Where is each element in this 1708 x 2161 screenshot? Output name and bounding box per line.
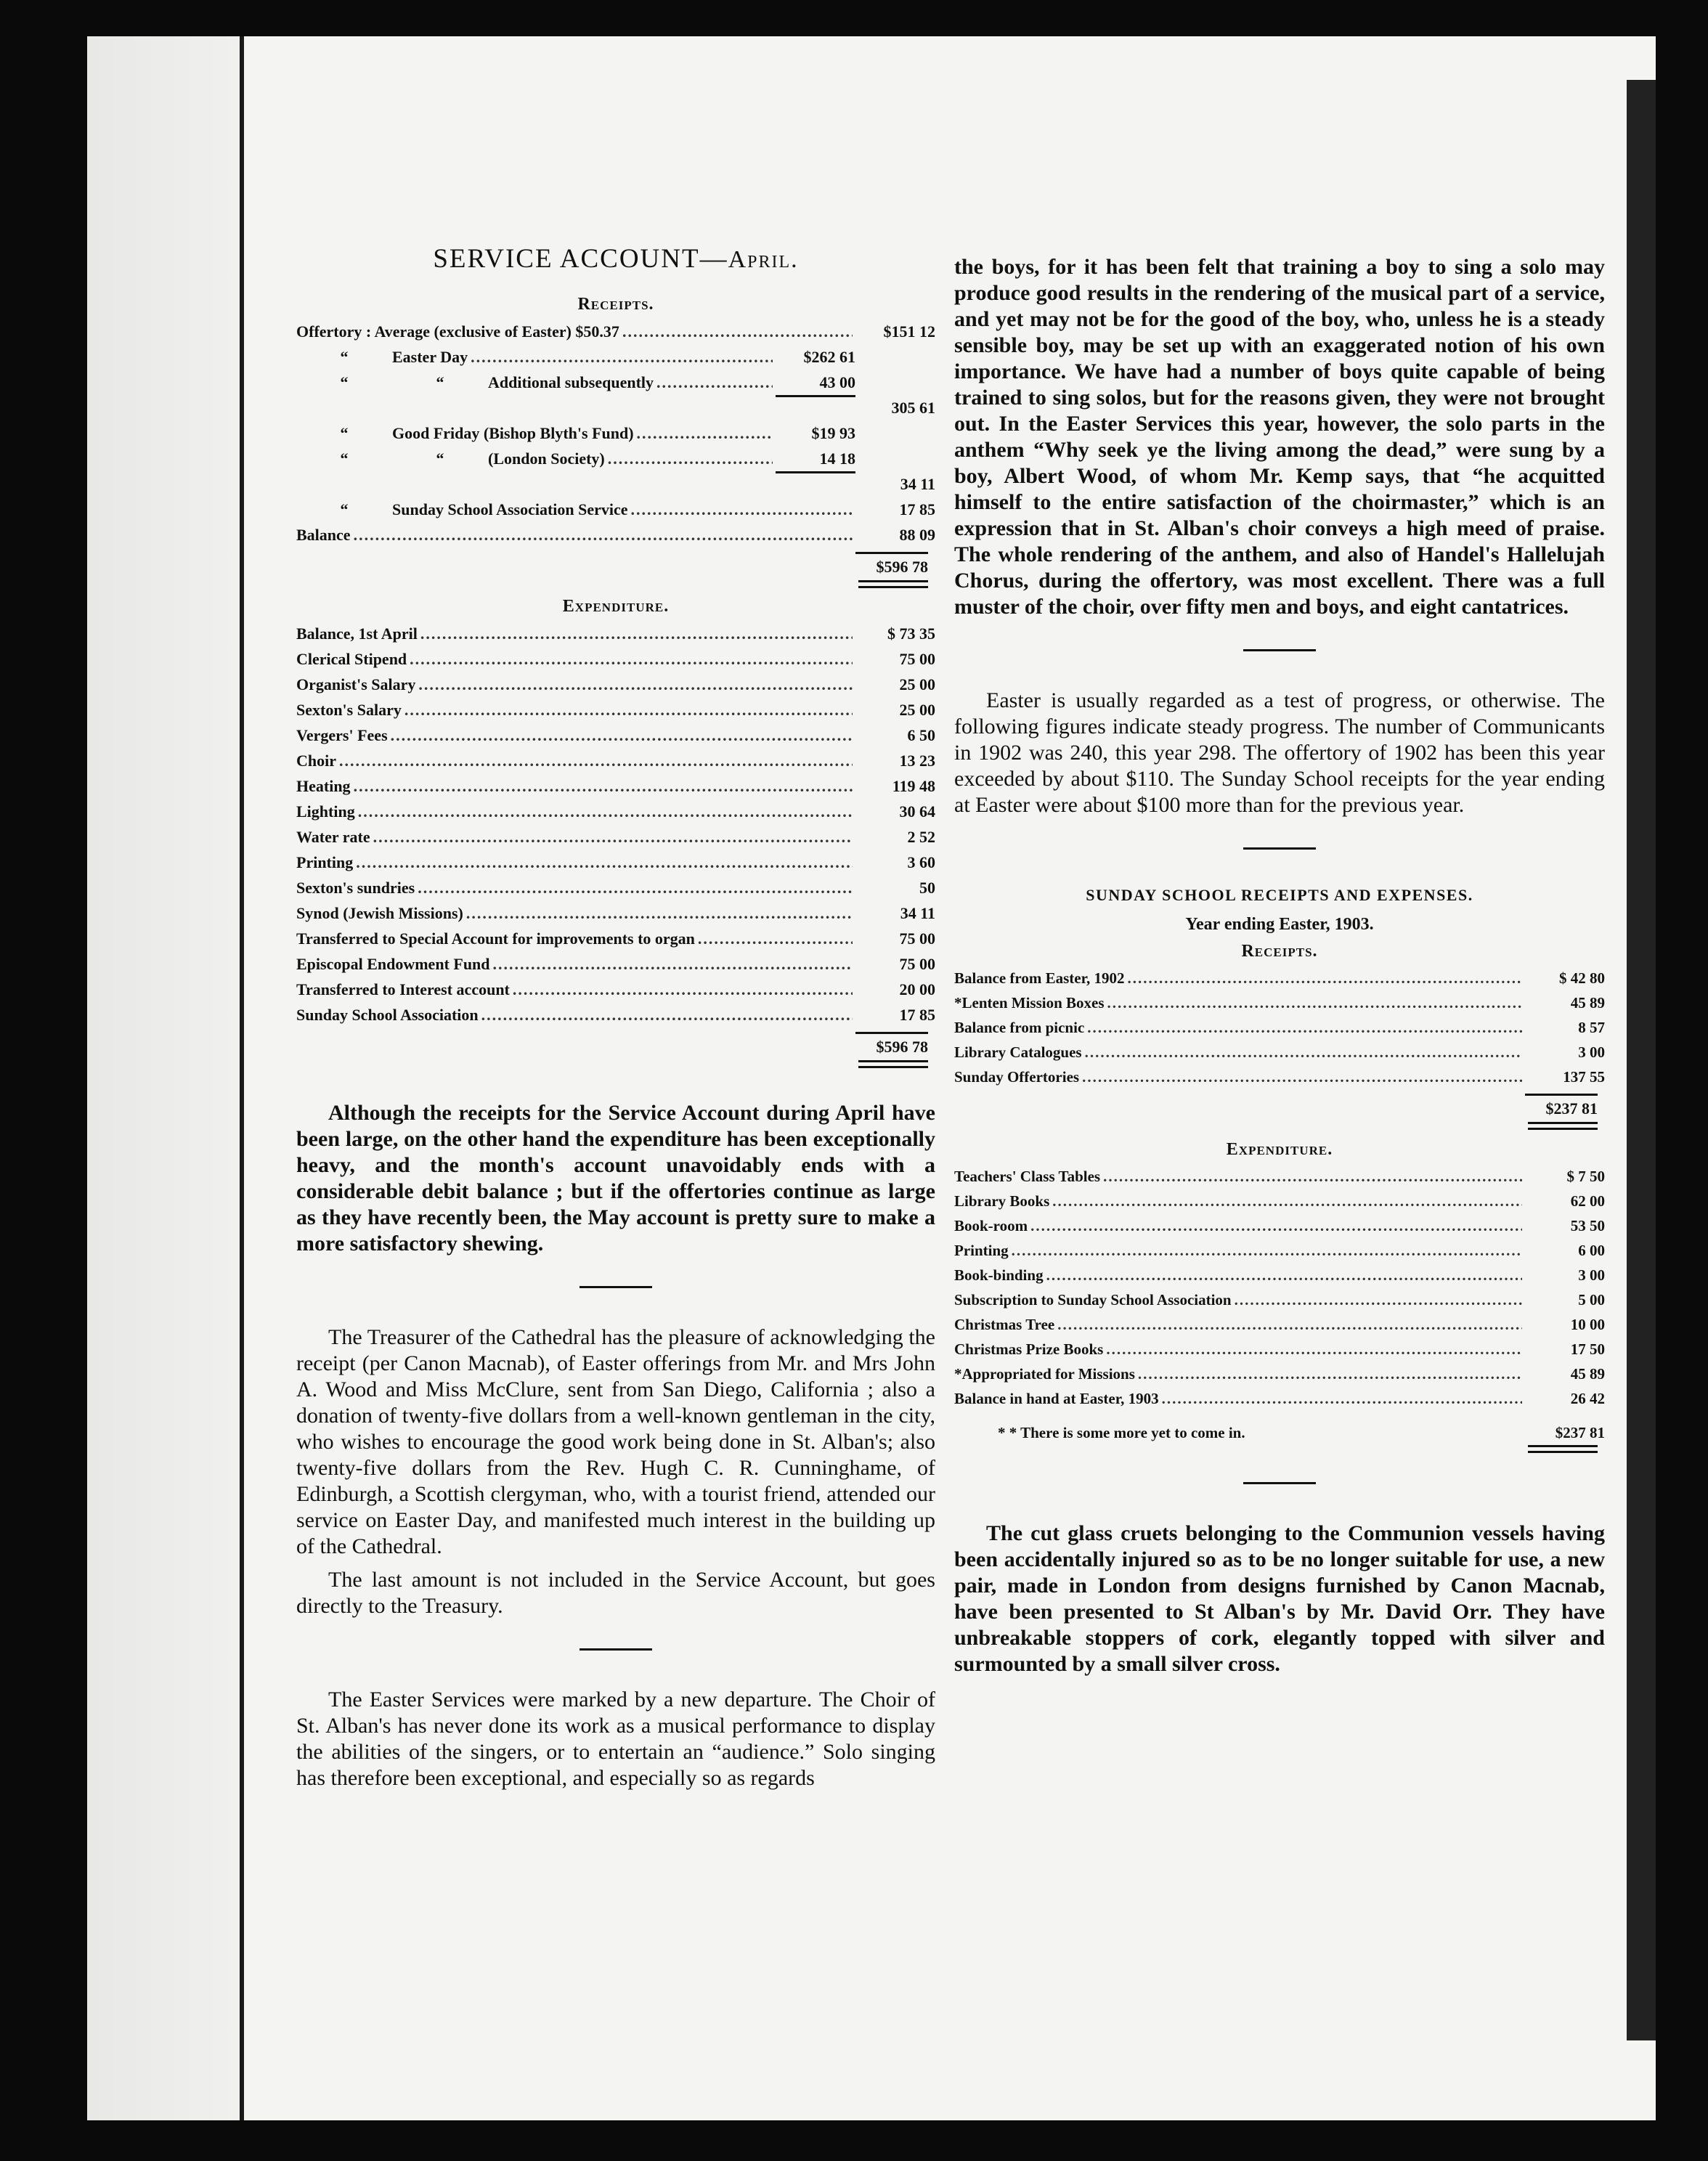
ledger-row [296, 977, 935, 1002]
ledger-label: Balance [296, 526, 351, 544]
ledger-amount: $ 73 35 [887, 624, 935, 643]
page-spine [87, 36, 240, 2120]
ledger-amount: 3 00 [1578, 1043, 1605, 1061]
ledger-row [296, 697, 935, 723]
ledger-amount: 75 00 [899, 955, 935, 973]
ledger-amount: 30 64 [899, 802, 935, 821]
ledger-label: Good Friday (Bishop Blyth's Fund) [392, 424, 634, 442]
sunday-school-receipts-total: $237 81 [1545, 1099, 1598, 1118]
ledger-label: Book-room [954, 1217, 1028, 1234]
ledger-label: Book-binding [954, 1266, 1044, 1284]
ledger-label: Sunday Offertories [954, 1068, 1080, 1086]
ledger-amount: 20 00 [899, 980, 935, 998]
section-separator [1243, 847, 1316, 850]
ledger-row [296, 748, 935, 773]
ledger-amount: 50 [919, 879, 935, 897]
sunday-school-receipts-heading: Receipts. [1241, 942, 1318, 961]
ledger-row [296, 672, 935, 697]
ledger-row [954, 1015, 1605, 1040]
sunday-school-expenditure-ledger [954, 1164, 1605, 1411]
ledger-label: Library Catalogues [954, 1043, 1082, 1061]
ledger-amount: 75 00 [899, 929, 935, 948]
ledger-label: Balance from picnic [954, 1019, 1085, 1036]
ditto-mark: “ [340, 449, 349, 468]
paragraph-receipts-note: Although the receipts for the Service Account during April have been large, on the other hand the expenditure has been exceptionally heavy, and the month's account unavoidably ends with a considerable debit balance ; but if the offertories continue as large as they have recently been, the May account is pretty sure to make a more satisfactory shewing. [296, 1101, 935, 1256]
left-column [296, 243, 935, 1791]
ledger-amount: 17 85 [899, 1006, 935, 1024]
ledger-amount: 26 42 [1570, 1390, 1605, 1407]
ledger-row [296, 522, 935, 548]
ledger-amount: 75 00 [899, 650, 935, 668]
ledger-label: Balance in hand at Easter, 1903 [954, 1390, 1159, 1407]
section-separator [1243, 1482, 1316, 1484]
ledger-row [954, 1238, 1605, 1263]
ledger-amount: 119 48 [892, 777, 935, 795]
ledger-label: Easter Day [392, 348, 468, 366]
service-receipts-total: $596 78 [876, 558, 928, 576]
ledger-label: Choir [296, 752, 336, 770]
ledger-amount: 45 89 [1570, 1365, 1605, 1383]
ledger-row [296, 723, 935, 748]
ledger-amount: 6 50 [907, 726, 935, 744]
ledger-row [296, 420, 935, 446]
ledger-row [296, 773, 935, 799]
ledger-amount: 3 60 [907, 853, 935, 871]
ledger-row [954, 1337, 1605, 1362]
ledger-row [296, 951, 935, 977]
ledger-row [954, 1213, 1605, 1238]
sunday-school-note-row [954, 1424, 1605, 1442]
ledger-label: Christmas Prize Books [954, 1340, 1104, 1358]
ledger-amount: $151 12 [883, 322, 935, 341]
ledger-subamount: 43 00 [819, 373, 855, 391]
ledger-label: Sunday School Association [296, 1006, 479, 1024]
service-account-title-month: April. [728, 246, 799, 273]
paragraph-cruets: The cut glass cruets belonging to the Communion vessels having been accidentally injured so as to be no longer suitable for use, a new pair, made in London from designs furnished by Canon Macnab, have been presented to St Alban's by Mr. David Orr. They have unbreakable stoppers of cork, elegantly topped with silver and surmounted by a small silver cross. [954, 1521, 1605, 1676]
ledger-amount: 25 00 [899, 675, 935, 693]
ledger-amount: 10 00 [1570, 1316, 1605, 1333]
paragraph-treasurer: The Treasurer of the Cathedral has the pleasure of acknowledging the receipt (per Canon Macnab), of Easter offerings from Mr. and Mrs John A. Wood and Miss McClure, sent from San Diego, California ; also a donation of twenty-five dollars from a well-known gentleman in the city, who wishes to encourage the good work being done in St. Alban's; also twenty-five dollars from the Rev. Hugh C. R. Cunninghame, of Edinburgh, a Scottish clergyman, who, with a tourist friend, attended our service on Easter Day, and manifested much interest in the building up of the Cathedral. [296, 1325, 935, 1558]
ditto-mark: “ [436, 449, 444, 468]
page-fold-line [240, 36, 244, 2120]
ledger-row [954, 990, 1605, 1015]
right-column [954, 254, 1605, 1677]
ledger-label: Heating [296, 777, 351, 795]
ledger-amount: 34 11 [900, 475, 935, 493]
ledger-label: Subscription to Sunday School Association [954, 1291, 1232, 1309]
sunday-school-title: SUNDAY SCHOOL RECEIPTS AND EXPENSES. [1086, 886, 1473, 904]
ledger-row [954, 1263, 1605, 1287]
ledger-amount: 45 89 [1570, 994, 1605, 1012]
ledger-amount: 137 55 [1563, 1068, 1605, 1086]
ledger-label: Balance from Easter, 1902 [954, 969, 1125, 987]
ledger-amount: 13 23 [899, 752, 935, 770]
ledger-amount: 17 50 [1570, 1340, 1605, 1358]
ledger-row [954, 1362, 1605, 1386]
ledger-label: (London Society) [488, 449, 605, 468]
page-right-edge [1627, 80, 1656, 2040]
ledger-label: Printing [296, 853, 354, 871]
ditto-mark: “ [340, 348, 349, 366]
ledger-subamount: 14 18 [819, 449, 855, 468]
ledger-row [296, 370, 935, 395]
ledger-row [954, 1065, 1605, 1089]
sunday-school-expenditure-total: $237 81 [1555, 1424, 1605, 1441]
paragraph-easter-progress: Easter is usually regarded as a test of progress, or otherwise. The following figures indicate steady progress. The number of Communicants in 1902 was 240, this year 298. The offertory of 1902 has been this year exceeded by about $110. The Sunday School receipts for the year ending at Easter were about $100 more than for the previous year. [954, 688, 1605, 817]
ledger-row [296, 799, 935, 824]
ledger-label: Printing [954, 1242, 1009, 1259]
ledger-amount: 6 00 [1578, 1242, 1605, 1259]
ledger-label: Christmas Tree [954, 1316, 1055, 1333]
ledger-label: Vergers' Fees [296, 726, 388, 744]
ditto-mark: “ [340, 373, 349, 391]
service-receipts-ledger [296, 319, 935, 548]
service-account-title-text: SERVICE ACCOUNT— [433, 244, 728, 274]
ledger-amount: 34 11 [900, 904, 935, 922]
ledger-label: Balance, 1st April [296, 624, 418, 643]
double-rule [1528, 1445, 1598, 1453]
ledger-row [954, 1040, 1605, 1065]
ledger-subamount: $262 61 [803, 348, 855, 366]
ledger-label: *Lenten Mission Boxes [954, 994, 1105, 1012]
ledger-amount: 305 61 [891, 399, 935, 417]
ledger-label: Teachers' Class Tables [954, 1168, 1101, 1185]
ledger-label: Additional subsequently [488, 373, 654, 391]
ledger-row [296, 1002, 935, 1027]
ledger-amount: 2 52 [907, 828, 935, 846]
ledger-row [296, 395, 935, 420]
ledger-row [296, 875, 935, 900]
section-separator [580, 1286, 652, 1288]
ledger-label: Clerical Stipend [296, 650, 407, 668]
ledger-amount: $ 42 80 [1559, 969, 1605, 987]
ledger-label: Sexton's sundries [296, 879, 415, 897]
paragraph-boys-solo: the boys, for it has been felt that training a boy to sing a solo may produce good results in the rendering of the musical part of a service, and yet may not be for the good of the boy, who, unless he is a steady sensible boy, may be set up with an exaggerated notion of his own importance. We have had a number of boys quite capable of being trained to sing solos, but for the reasons given, they were not brought out. In the Easter Services this year, however, the solo parts in the anthem “Why seek ye the living among the dead,” were sung by a boy, Albert Wood, of whom Mr. Kemp says, that “he acquitted himself to the entire satisfaction of the choirmaster,” which is an expression that in St. Alban's choir conveys a high meed of praise. The whole rendering of the anthem, and also of Handel's Hallelujah Chorus, during the offertory, was most excellent. There was a full muster of the choir, over fifty men and boys, and eight cantatrices. [954, 255, 1605, 619]
service-receipts-heading: Receipts. [577, 295, 654, 314]
ledger-row [296, 646, 935, 672]
ledger-row [296, 850, 935, 875]
paragraph-easter-services: The Easter Services were marked by a new departure. The Choir of St. Alban's has never done its work as a musical performance to display the abilities of the singers, or to entertain an “audience.” Solo singing has therefore been exceptional, and especially so as regards [296, 1688, 935, 1790]
ledger-row [296, 344, 935, 370]
ledger-row [954, 1312, 1605, 1337]
service-expenditure-ledger [296, 621, 935, 1027]
ledger-label: Sexton's Salary [296, 701, 402, 719]
ledger-label: Lighting [296, 802, 355, 821]
scanned-page [87, 36, 1656, 2120]
double-rule [1528, 1122, 1598, 1130]
ledger-label: Offertory : Average (exclusive of Easter) $50.37 [296, 322, 619, 341]
service-expenditure-total: $596 78 [876, 1038, 928, 1056]
ledger-amount: 8 57 [1578, 1019, 1605, 1036]
paragraph-last-amount: The last amount is not included in the Service Account, but goes directly to the Treasury. [296, 1568, 935, 1618]
ledger-row [296, 319, 935, 344]
ledger-label: Transferred to Interest account [296, 980, 510, 998]
ledger-amount: $ 7 50 [1566, 1168, 1605, 1185]
ledger-label: Library Books [954, 1192, 1050, 1210]
ledger-row [296, 824, 935, 850]
section-separator [580, 1648, 652, 1651]
sunday-school-subtitle: Year ending Easter, 1903. [1185, 915, 1374, 934]
service-expenditure-heading: Expenditure. [562, 597, 670, 616]
ditto-mark: “ [436, 373, 444, 391]
double-rule [858, 580, 928, 588]
ledger-label: Organist's Salary [296, 675, 416, 693]
ditto-mark: “ [340, 500, 349, 518]
sunday-school-receipts-ledger [954, 966, 1605, 1089]
ledger-amount: 62 00 [1570, 1192, 1605, 1210]
ledger-row [954, 1287, 1605, 1312]
double-rule [858, 1060, 928, 1068]
ledger-row [296, 497, 935, 522]
sunday-school-expenditure-heading: Expenditure. [1226, 1140, 1333, 1159]
ledger-label: Sunday School Association Service [392, 500, 628, 518]
ledger-label: Episcopal Endowment Fund [296, 955, 490, 973]
ledger-amount: 5 00 [1578, 1291, 1605, 1309]
ledger-row [954, 1189, 1605, 1213]
ledger-row [296, 471, 935, 497]
ledger-row [954, 1386, 1605, 1411]
ledger-amount: 88 09 [899, 526, 935, 544]
section-separator [1243, 649, 1316, 651]
ledger-label: *Appropriated for Missions [954, 1365, 1135, 1383]
ledger-row [296, 446, 935, 471]
ledger-row [296, 900, 935, 926]
ledger-amount: 53 50 [1570, 1217, 1605, 1234]
ledger-label: Water rate [296, 828, 370, 846]
ledger-amount: 17 85 [899, 500, 935, 518]
sunday-school-note: * * There is some more yet to come in. [998, 1424, 1245, 1441]
ledger-label: Transferred to Special Account for improvements to organ [296, 929, 695, 948]
ledger-amount: 25 00 [899, 701, 935, 719]
ledger-label: Synod (Jewish Missions) [296, 904, 463, 922]
service-account-title [296, 243, 935, 274]
ledger-row [296, 926, 935, 951]
ledger-row [954, 1164, 1605, 1189]
ledger-subamount: $19 93 [811, 424, 855, 442]
ledger-row [296, 621, 935, 646]
ledger-amount: 3 00 [1578, 1266, 1605, 1284]
ledger-row [954, 966, 1605, 990]
ditto-mark: “ [340, 424, 349, 442]
